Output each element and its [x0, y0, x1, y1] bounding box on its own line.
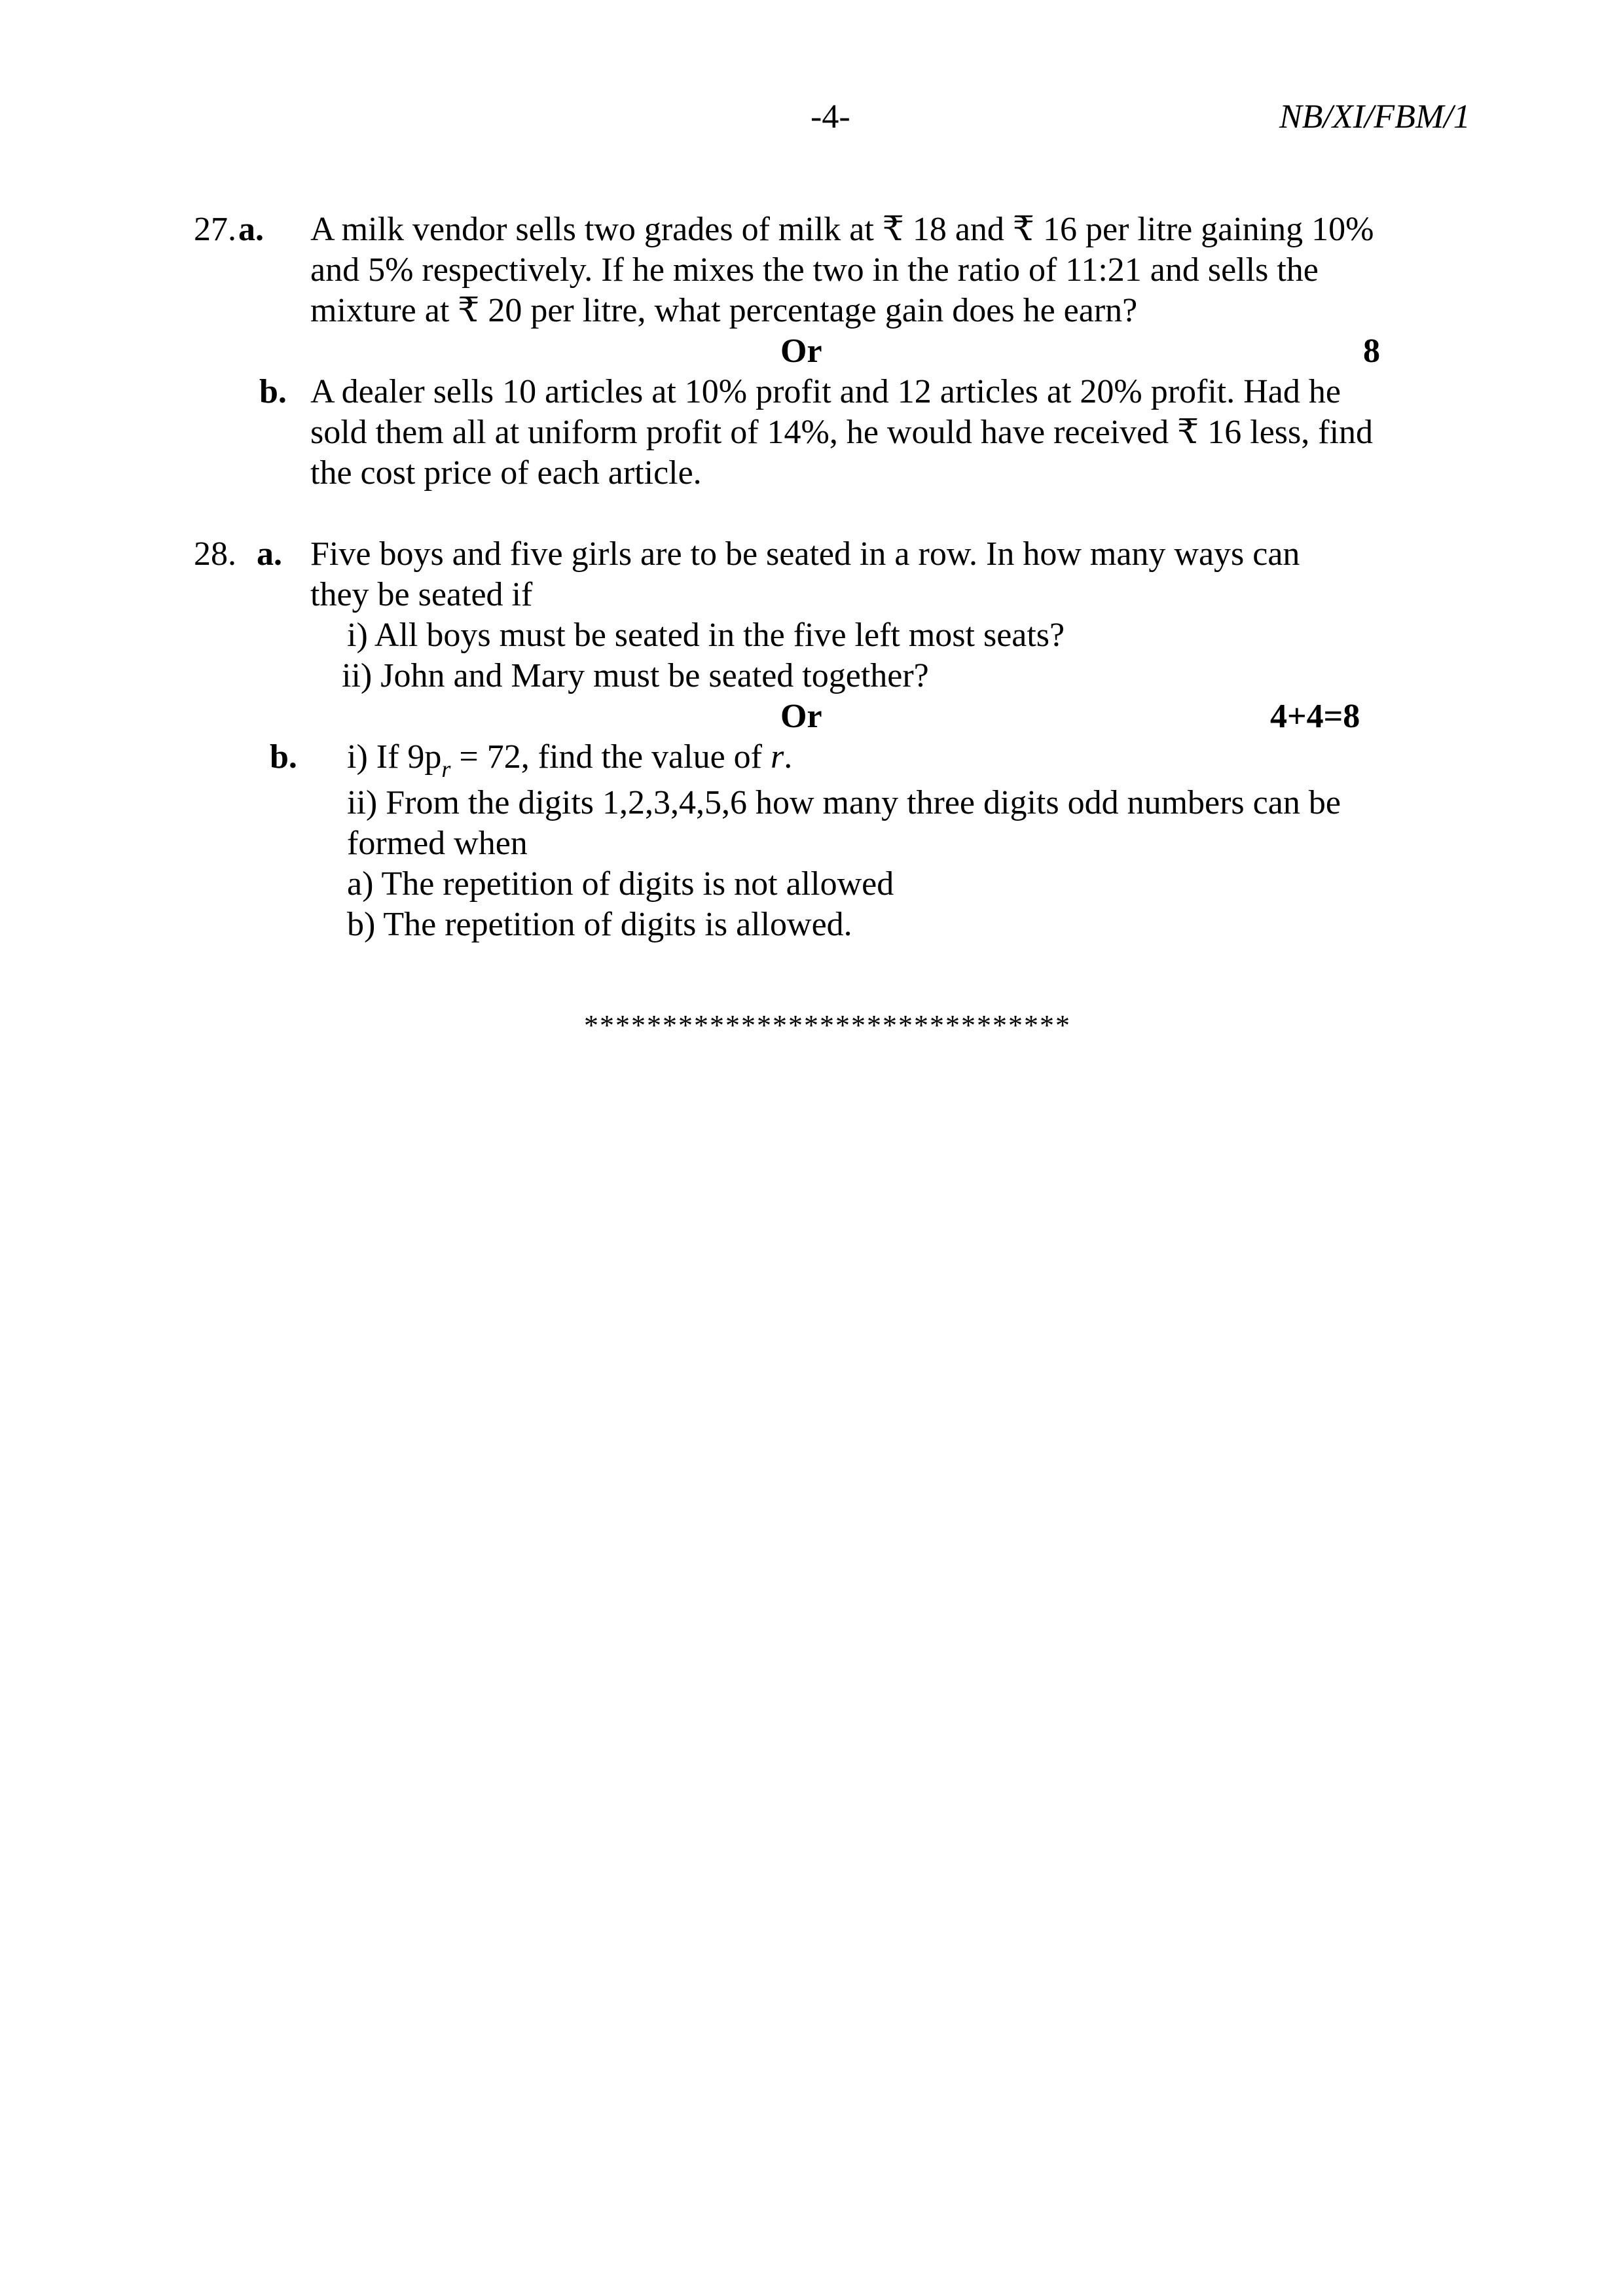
perm-base: 9p — [407, 738, 442, 776]
perm-rest: = 72 — [450, 738, 521, 776]
q28-marks: 4+4=8 — [1270, 698, 1360, 735]
page-number: -4- — [811, 98, 850, 135]
q28-b-i-var: r — [770, 738, 784, 776]
q27-marks: 8 — [1363, 332, 1380, 370]
q28-b-ii-line-2: formed when — [347, 825, 528, 862]
perm-subscript: r — [441, 756, 451, 782]
q28-b-label: b. — [270, 738, 297, 776]
q28-or: Or — [780, 698, 822, 735]
q28-a-label: a. — [257, 535, 282, 573]
q28-a-line-2: they be seated if — [310, 576, 533, 613]
q28-a-item-2: ii) John and Mary must be seated together? — [342, 657, 929, 694]
q28-b-i-end: . — [784, 738, 793, 776]
q28-a-line-1: Five boys and five girls are to be seated in a row. In how many ways can — [310, 535, 1300, 573]
q28-a-item-1: i) All boys must be seated in the five left most seats? — [347, 617, 1065, 654]
q28-b-ii-line-1: ii) From the digits 1,2,3,4,5,6 how many three digits odd numbers can be — [347, 784, 1341, 821]
q28-b-ii-item-b: b) The repetition of digits is allowed. — [347, 906, 852, 943]
q27-a-line-1: A milk vendor sells two grades of milk at ₹ 18 and ₹ 16 per litre gaining 10% — [310, 211, 1374, 248]
q27-number: 27. — [194, 211, 236, 248]
q27-b-line-2: sold them all at uniform profit of 14%, he would have received ₹ 16 less, find — [310, 414, 1374, 451]
q27-a-line-3: mixture at ₹ 20 per litre, what percentage gain does he earn? — [310, 292, 1138, 329]
q27-b-label: b. — [259, 373, 287, 410]
permutation-expression — [407, 738, 521, 782]
end-of-paper-stars: ******************************* — [584, 1009, 1071, 1041]
q28-b-i-line — [347, 737, 792, 780]
q27-a-label: a. — [238, 211, 264, 248]
q27-b-line-1: A dealer sells 10 articles at 10% profit and 12 articles at 20% profit. Had he — [310, 373, 1341, 410]
paper-code: NB/XI/FBM/1 — [1279, 98, 1470, 135]
q27-or: Or — [780, 332, 822, 370]
q28-b-i-suffix: , find the value of — [520, 738, 771, 776]
q27-a-line-2: and 5% respectively. If he mixes the two in the ratio of 11:21 and sells the — [310, 251, 1319, 289]
q28-number: 28. — [194, 535, 236, 573]
q27-b-line-3: the cost price of each article. — [310, 454, 702, 492]
q28-b-i-prefix: i) If — [347, 738, 408, 776]
q28-b-ii-item-a: a) The repetition of digits is not allowed — [347, 865, 894, 903]
